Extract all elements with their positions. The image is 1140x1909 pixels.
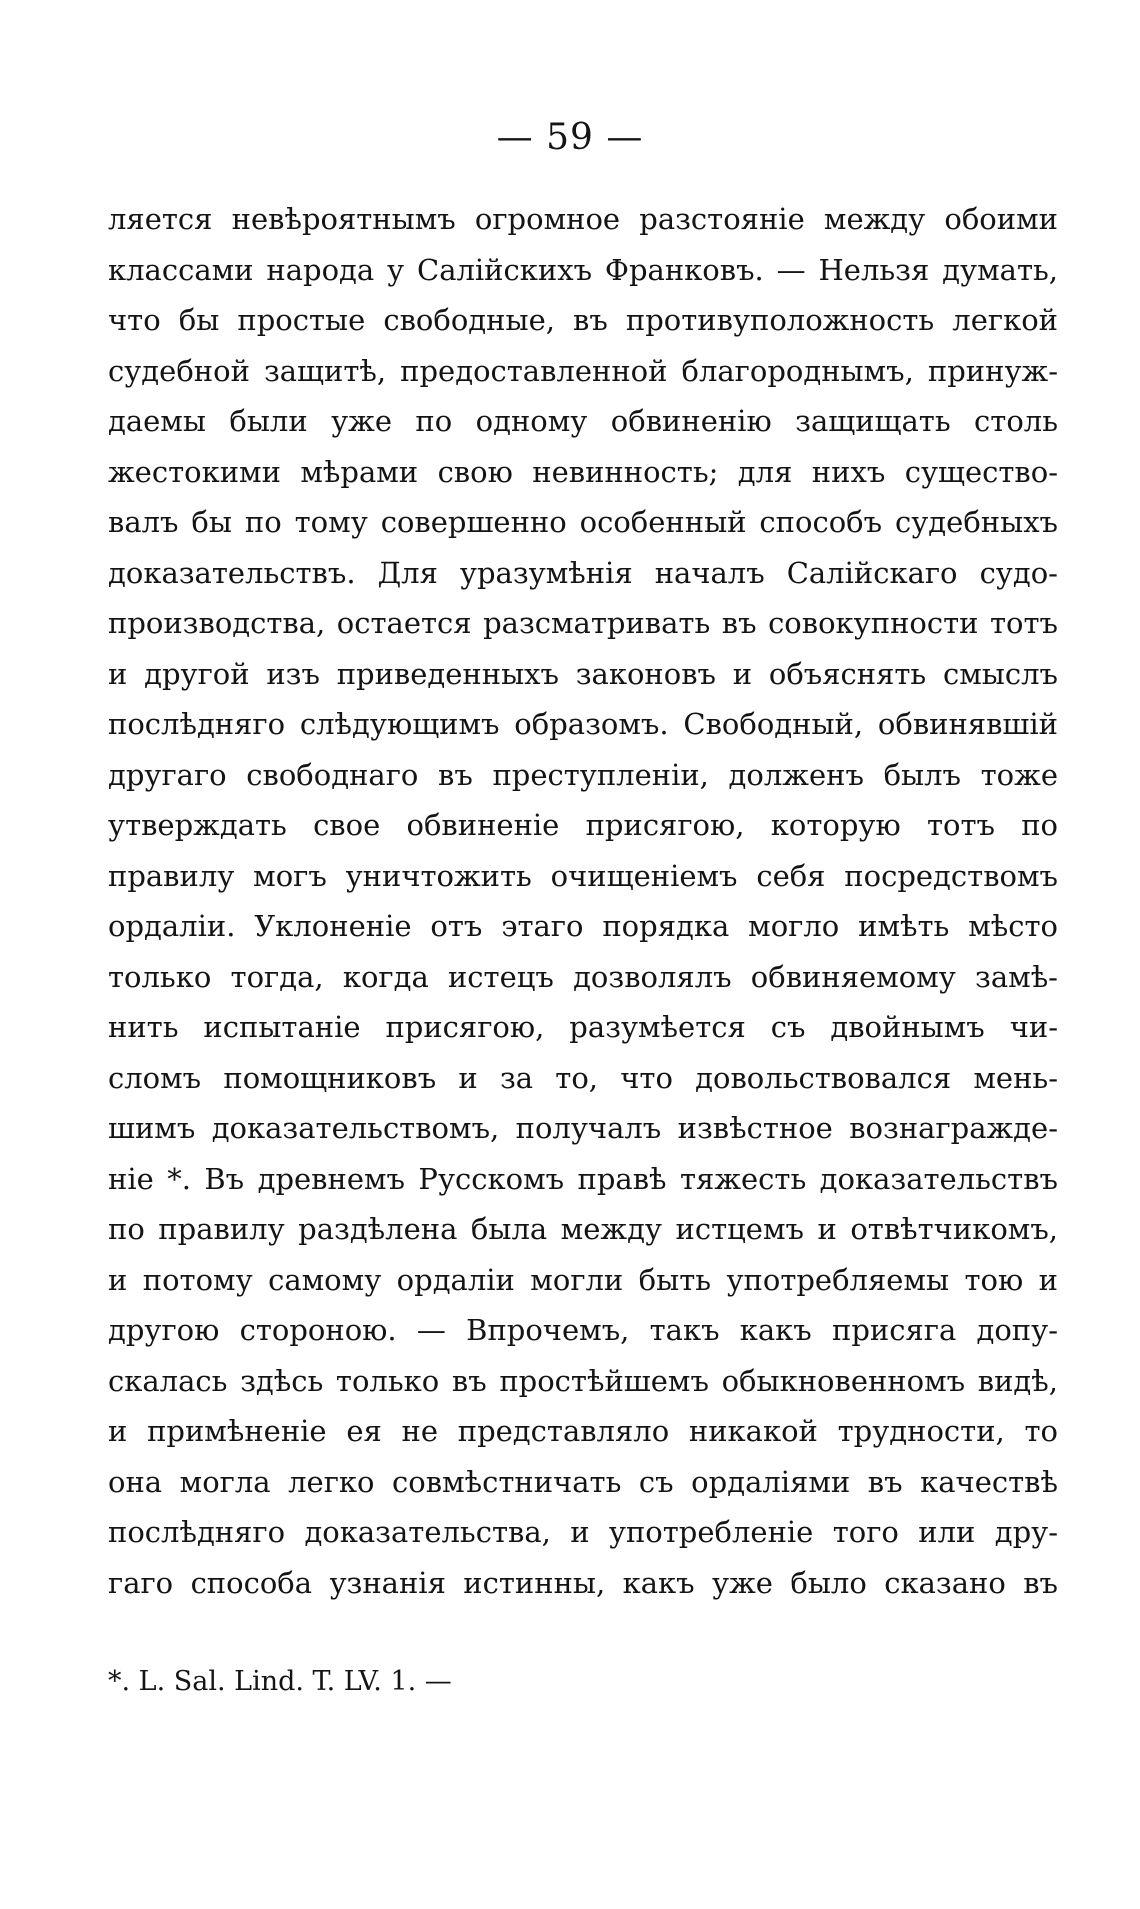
text-line: сломъ помощниковъ и за то, что довольствовался мень- [108,1060,1058,1095]
body-text [108,194,1058,1608]
text-line: по правилу раздѣлена была между истцемъ и отвѣтчикомъ, [108,1212,1058,1246]
text-line: послѣдняго доказательства, и употребленіе того или дру- [108,1515,1058,1549]
text-line: шимъ доказательствомъ, получалъ извѣстное вознагражде- [108,1111,1058,1145]
text-line: и примѣненіе ея не представляло никакой трудности, то [108,1414,1058,1448]
text-line: утверждать свое обвиненіе присягою, которую тотъ по [108,808,1058,842]
text-line: только тогда, когда истецъ дозволялъ обвиняемому замѣ- [108,959,1058,994]
text-line: производства, остается разсматривать въ совокупности тотъ [108,606,1058,640]
text-line: правилу могъ уничтожить очищеніемъ себя посредствомъ [108,858,1058,893]
text-line: и другой изъ приведенныхъ законовъ и объяснять смыслъ [108,656,1058,691]
text-line: доказательствъ. Для уразумѣнія началъ Салійскаго судо- [108,555,1058,590]
text-line: и потому самому ордаліи могли быть употребляемы тою и [108,1262,1058,1297]
footnote: *. L. Sal. Lind. T. LV. 1. — [108,1666,452,1697]
text-line: что бы простые свободные, въ противуположность легкой [108,303,1058,337]
text-line: жестокими мѣрами свою невинность; для нихъ существо- [108,454,1058,489]
text-line: валъ бы по тому совершенно особенный способъ судебныхъ [108,505,1058,539]
text-line: классами народа у Салійскихъ Франковъ. — Нельзя думать, [108,252,1058,287]
text-line: другою стороною. — Впрочемъ, такъ какъ присяга допу- [108,1313,1058,1347]
text-line: она могла легко совмѣстничать съ ордаліями въ качествѣ [108,1464,1058,1499]
text-line: ордаліи. Уклоненіе отъ этаго порядка могло имѣть мѣсто [108,909,1058,943]
text-line: ляется невѣроятнымъ огромное разстояніе между обоими [108,202,1058,236]
text-line: даемы были уже по одному обвиненію защищать столь [108,404,1058,438]
text-line: послѣдняго слѣдующимъ образомъ. Свободный, обвинявшій [108,707,1058,741]
text-line: нить испытаніе присягою, разумѣется съ двойнымъ чи- [108,1010,1058,1044]
page-number: — 59 — [496,117,644,158]
text-line: скалась здѣсь только въ простѣйшемъ обыкновенномъ видѣ, [108,1363,1058,1398]
text-line: гаго способа узнанія истинны, какъ уже было сказано въ [108,1565,1058,1600]
text-line: ніе *. Въ древнемъ Русскомъ правѣ тяжесть доказательствъ [108,1161,1058,1196]
text-line: другаго свободнаго въ преступленіи, долженъ былъ тоже [108,757,1058,792]
text-line: судебной защитѣ, предоставленной благороднымъ, принуж- [108,353,1058,388]
